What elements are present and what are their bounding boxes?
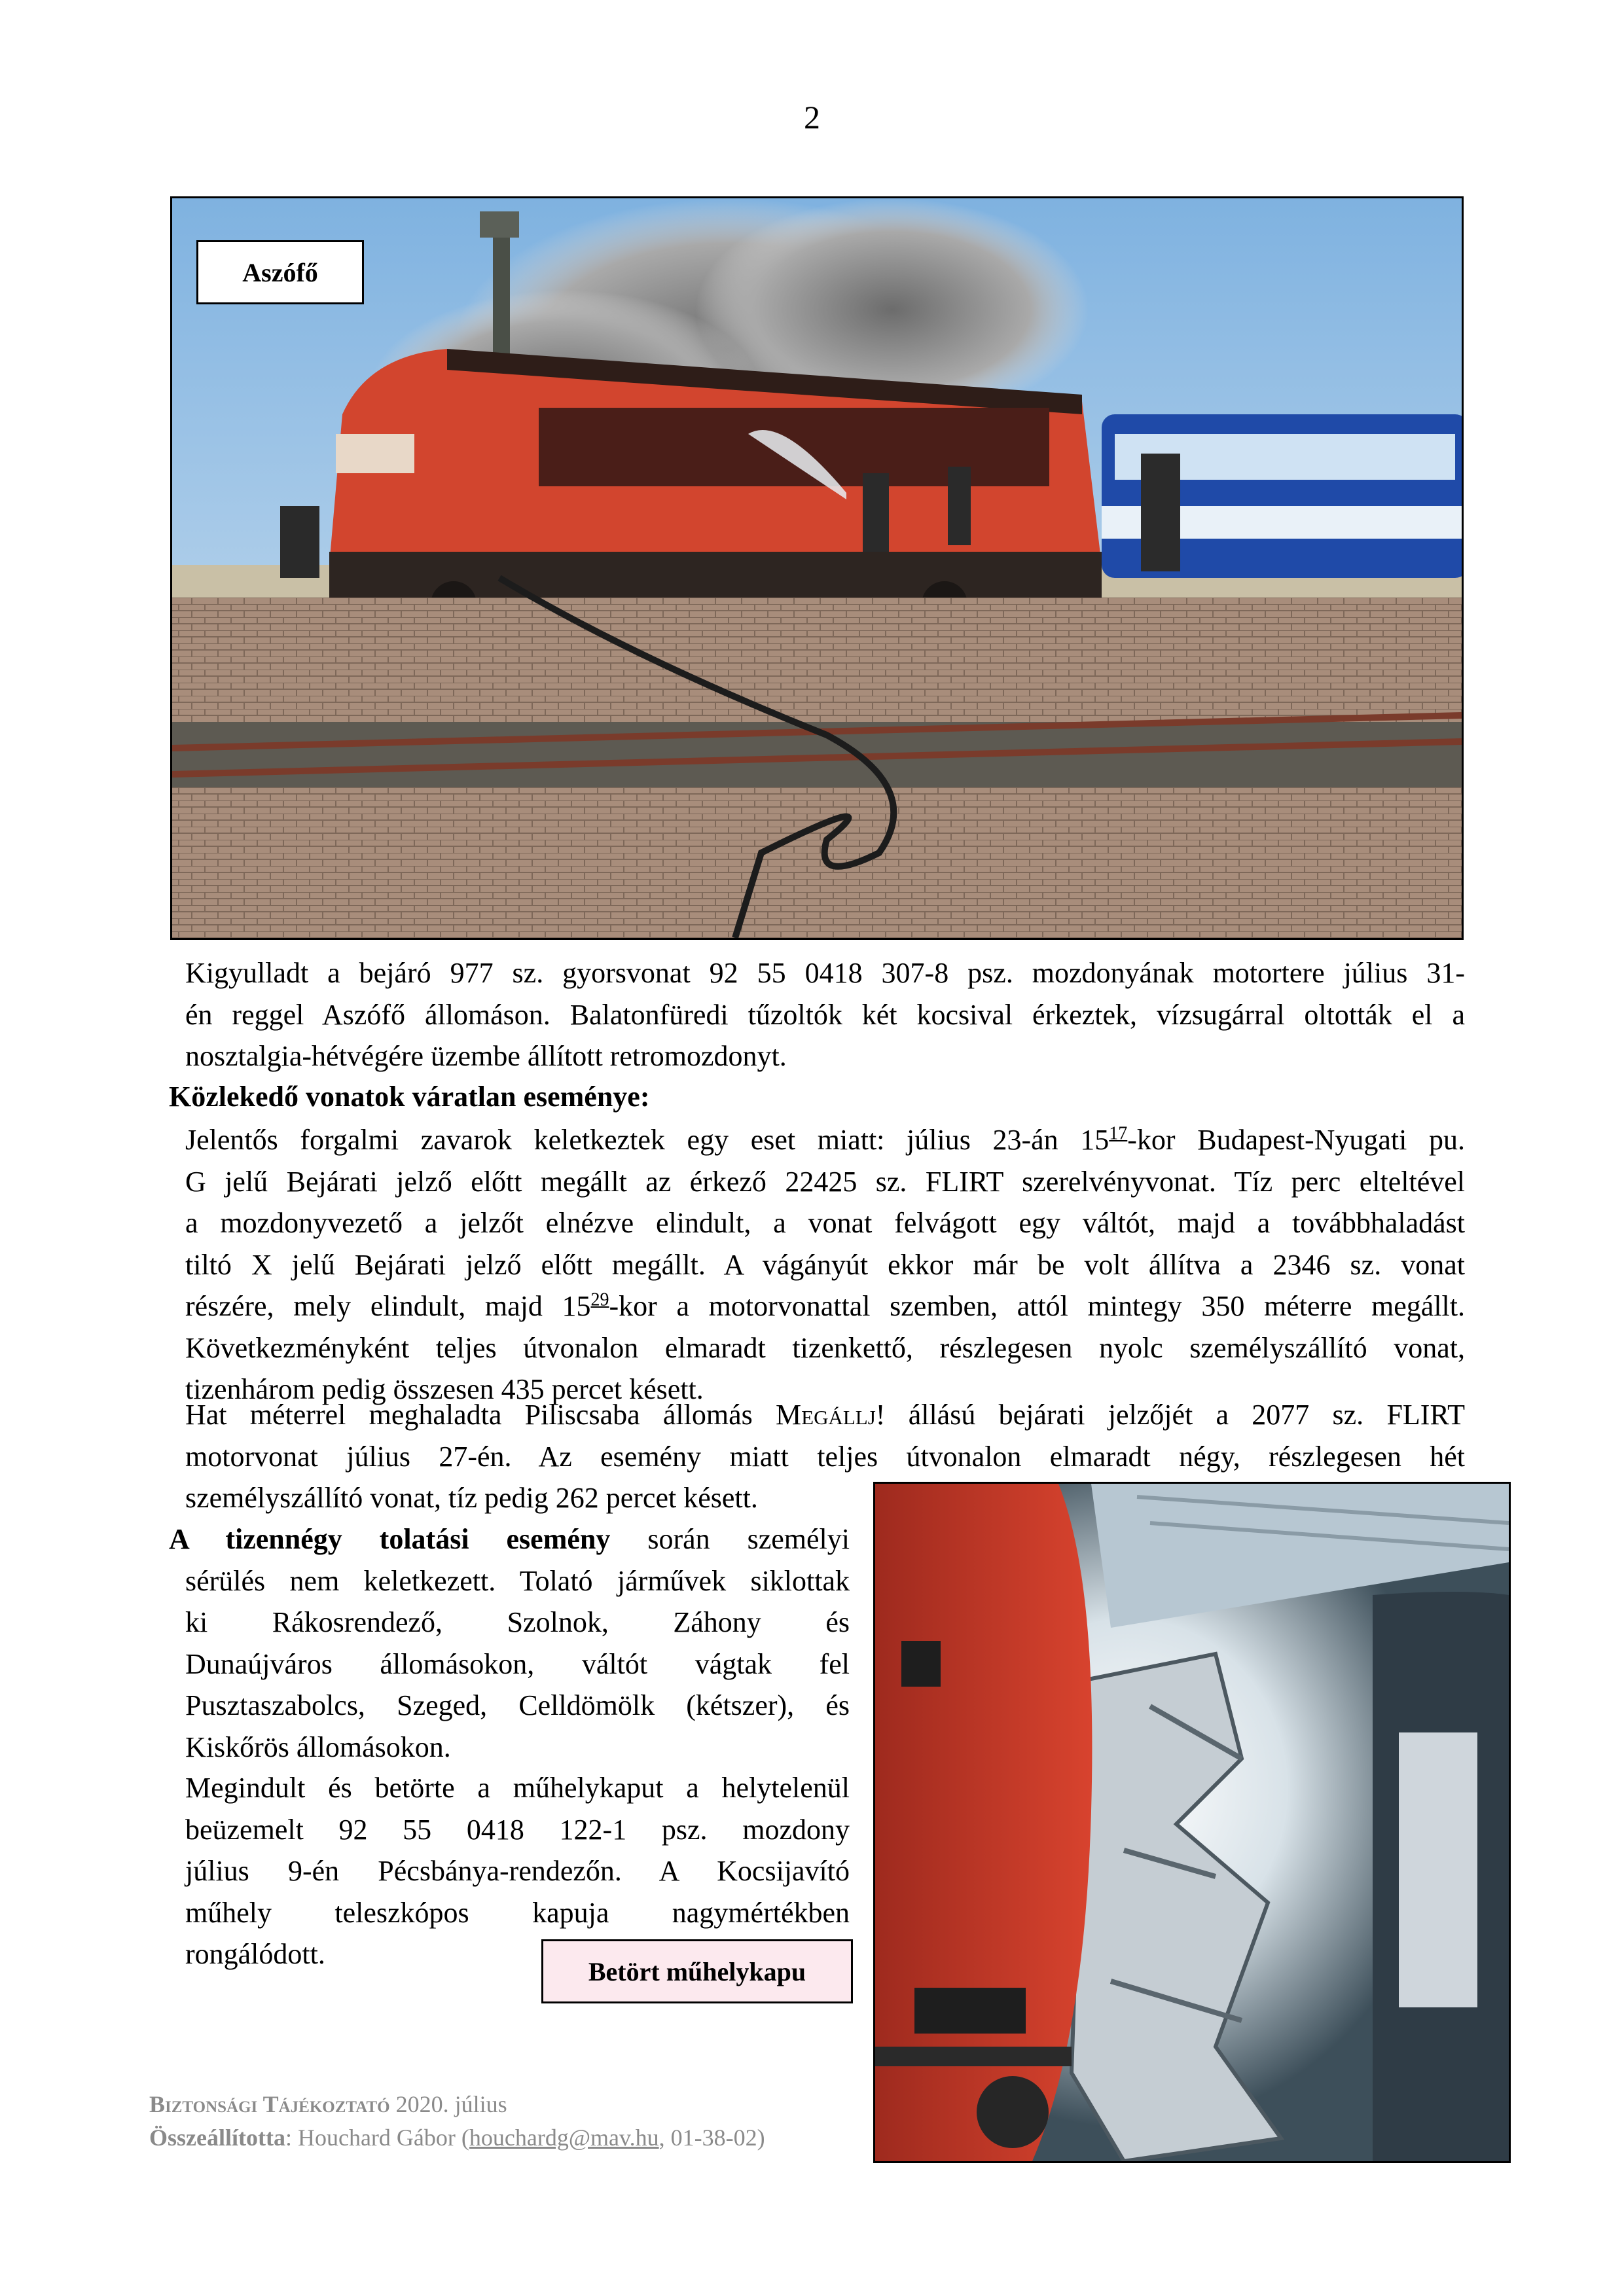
text-line: a mozdonyvezető a jelzőt elnézve elindult, a vonat felvágott egy váltót, majd a továbbhaladást	[185, 1207, 1465, 1239]
footer-compiled-name: Houchard Gábor	[297, 2125, 456, 2151]
text-line: személyszállító vonat, tíz pedig 262 percet késett.	[185, 1482, 758, 1514]
text-line	[185, 1285, 1465, 1327]
footer-email-link[interactable]: houchardg@mav.hu	[469, 2125, 659, 2151]
footer-publication	[149, 2090, 507, 2118]
text-line: július 9-én Pécsbánya-rendezőn. A Kocsijavító	[185, 1855, 850, 1887]
text-line	[185, 1394, 1465, 1436]
photo-broken-workshop-gate-art	[875, 1484, 1509, 2161]
text-line: műhely teleszkópos kapuja nagymértékben	[185, 1896, 850, 1929]
text-line: rongálódott.	[185, 1938, 325, 1970]
caption-line: én reggel Aszófő állomáson. Balatonfüredi tűzoltók két kocsival érkeztek, vízsugárral oltották el a	[185, 998, 1465, 1031]
text-line: sérülés nem keletkezett. Tolató járművek siklottak	[185, 1564, 850, 1597]
text-segment: során személyi	[647, 1523, 850, 1555]
text-line: Pusztaszabolcs, Szeged, Celldömölk (kétszer), és	[185, 1689, 850, 1721]
footer-date: 2020. július	[395, 2091, 507, 2117]
time-minutes: 17	[1109, 1123, 1128, 1144]
footer-compiled-label: Összeállította	[149, 2125, 285, 2151]
photo-label-aszofo: Aszófő	[196, 240, 364, 304]
text-line: Dunaújváros állomásokon, váltót vágtak fel	[185, 1647, 850, 1680]
text-segment: részére, mely elindult, majd 15	[185, 1290, 591, 1322]
photo-burning-locomotive	[170, 196, 1464, 940]
text-line	[185, 1119, 1465, 1161]
text-line: G jelű Bejárati jelző előtt megállt az érkező 22425 sz. FLIRT szerelvényvonat. Tíz perc elteltével	[185, 1165, 1465, 1198]
text-line: motorvonat július 27-én. Az esemény miatt teljes útvonalon elmaradt négy, részlegesen hét	[185, 1440, 1465, 1473]
text-line: Megindult és betörte a műhelykaput a helytelenül	[185, 1772, 850, 1804]
text-segment: -kor Budapest-Nyugati pu.	[1127, 1124, 1466, 1156]
paragraph-incident-budapest	[185, 1119, 1465, 1410]
footer-compiler: Összeállította: Houchard Gábor (houchardg@mav.hu, 01-38-02)	[149, 2125, 765, 2151]
paragraph-shunting	[169, 1518, 850, 1768]
photo-broken-workshop-gate	[873, 1482, 1511, 2163]
text-line: tiltó X jelű Bejárati jelző előtt megállt. A vágányút ekkor már be volt állítva a 2346 sz. vonat	[185, 1248, 1465, 1281]
signal-aspect: Megállj!	[776, 1399, 886, 1431]
photo-label-betort-muhelykapu: Betört műhelykapu	[541, 1939, 853, 2003]
footer-phone: 01-38-02	[670, 2125, 757, 2151]
photo-caption	[185, 952, 1465, 1077]
text-line: beüzemelt 92 55 0418 122-1 psz. mozdony	[185, 1813, 850, 1846]
caption-line: nosztalgia-hétvégére üzembe állított retromozdonyt.	[185, 1040, 787, 1072]
text-line: ki Rákosrendező, Szolnok, Záhony és	[185, 1606, 850, 1638]
page-number: 2	[804, 99, 820, 135]
text-segment: -kor a motorvonattal szemben, attól mintegy 350 méterre megállt.	[609, 1290, 1465, 1322]
text-segment: állású bejárati jelzőjét a 2077 sz. FLIRT	[908, 1399, 1466, 1431]
text-line	[169, 1518, 850, 1560]
text-line: Kiskőrös állomásokon.	[185, 1731, 451, 1763]
text-segment: Jelentős forgalmi zavarok keletkeztek egy eset miatt: július 23-án 15	[185, 1124, 1110, 1156]
section-heading: Közlekedő vonatok váratlan eseménye:	[169, 1081, 650, 1113]
text-line: tizenhárom pedig összesen 435 percet késett.	[185, 1373, 704, 1405]
time-minutes: 29	[590, 1289, 609, 1310]
text-line: Következményként teljes útvonalon elmaradt tizenkettő, részlegesen nyolc személyszállító vonat,	[185, 1331, 1465, 1364]
caption-line: Kigyulladt a bejáró 977 sz. gyorsvonat 92 55 0418 307-8 psz. mozdonyának motortere július 31-	[185, 957, 1465, 989]
footer-title: Biztonsági Tájékoztató	[149, 2091, 390, 2117]
photo-burning-locomotive-art	[172, 198, 1462, 938]
bold-lead: A tizennégy tolatási esemény	[169, 1523, 611, 1555]
text-segment: Hat méterrel meghaladta Piliscsaba állomás	[185, 1399, 753, 1431]
